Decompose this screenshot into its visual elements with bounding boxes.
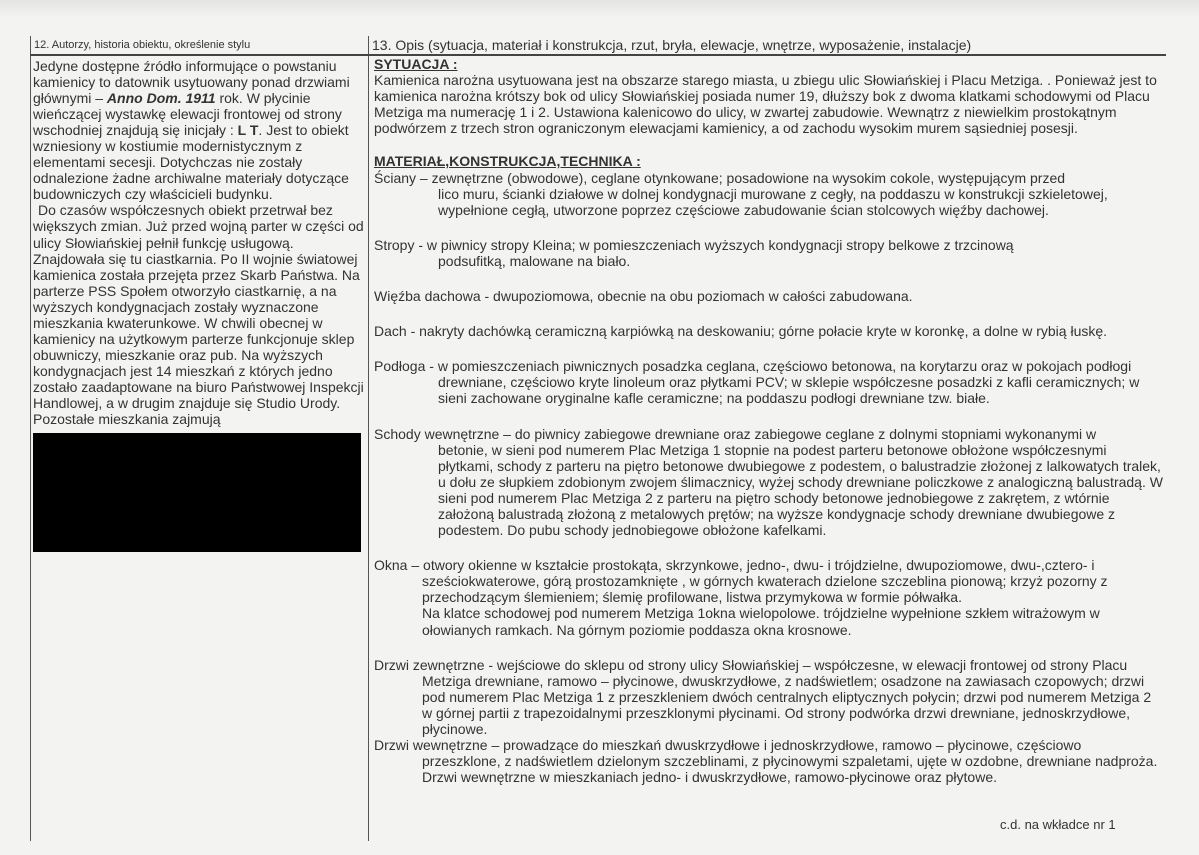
initials: L T <box>237 122 259 139</box>
drzwi-wew-cont: przeszklone, z nadświetlem dzielonym szczeblinami, z płycinowymi szpaletami, ujęte w ozdobne, drewniane nadproża. Drzwi wewnętrzne w mieszkaniach jedno- i dwuskrzydłowe, ramowo-płycinowe oraz płytowe. <box>422 753 1158 786</box>
okna-cont: sześciokwaterowe, górą prostozamknięte , w górnych kwaterach dzielone szczeblina pionową; krzyż pozorny z przechodzącym ślemieniem; ślemię profilowane, listwa przymykowa w formie półwałka. <box>422 573 1108 606</box>
section-12-header: 12. Autorzy, historia obiektu, określenie stylu <box>34 39 251 51</box>
stropy-first: Stropy - w piwnicy stropy Kleina; w pomieszczeniach wyższych kondygnacji stropy belkowe z trzcinową <box>374 236 1014 253</box>
material-heading: MATERIAŁ,KONSTRUKCJA,TECHNIKA : <box>374 153 641 170</box>
stropy-item <box>374 237 1164 269</box>
sytuacja-heading: SYTUACJA : <box>374 56 458 72</box>
schody-first: Schody wewnętrzne – do piwnicy zabiegowe drewniane oraz zabiegowe ceglane z dolnymi stopniami wykonanymi w <box>374 425 1097 442</box>
dach-item: Dach - nakryty dachówką ceramiczną karpiówką na deskowaniu; górne połacie kryte w koronkę, a dolne w rybią łuskę. <box>374 323 1108 340</box>
history-text: Jedyne dostępne źródło informujące o powstaniu kamienicy to datownik usytuowany ponad drzwiami głównymi – <box>33 58 350 107</box>
section-13-header: 13. Opis (sytuacja, materiał i konstrukcja, rzut, bryła, elewacje, wnętrze, wyposażenie, instalacje) <box>372 37 972 53</box>
okna-extra: Na klatce schodowej pod numerem Metziga 1okna wielopolowe. trójdzielne wypełnione szkłem witrażowym w ołowianych ramkach. Na górnym poziomie poddasza okna krosnowe. <box>422 605 1100 638</box>
schody-cont: betonie, w sieni pod numerem Plac Metziga 1 stopnie na podest parteru betonowe obłożone współczesnymi płytkami, schody z parteru na piętro betonowe dwubiegowe z podestem, o balustradzie złożonej z lalkowatych tralek, u dołu ze słupkiem zdobionym zwojem ślimacznicy, wyżej schody drewniane policzkowe z analogiczną balustradą. W sieni pod numerem Plac Metziga 2 z parteru na piętro schody betonowe jednobiegowe z zakrętem, z wtórnie założoną balustradą złożoną z metalowych prętów; na wyższe kondygnacje schody drewniane dwubiegowe z podestem. Do pubu schody jednobiegowe obłożone kafelkami. <box>438 441 1163 539</box>
sciany-item <box>374 170 1164 218</box>
drzwi-zew-first: Drzwi zewnętrzne - wejściowe do sklepu od strony ulicy Słowiańskiej – współczesne, w elewacji frontowej od strony Placu <box>374 656 1128 673</box>
drzwi-wew-first: Drzwi wewnętrzne – prowadzące do mieszkań dwuskrzydłowe i jednoskrzydłowe, ramowo – płycinowe, częściowo <box>374 737 1082 754</box>
okna-item <box>374 557 1164 637</box>
drzwi-wewnetrzne-item <box>374 737 1164 785</box>
date-inscription: Anno Dom. 1911 <box>106 90 216 107</box>
history-text: . Jest to obiekt wzniesiony w kostiumie modernistycznym z elementami secesji. Dotychczas nie zostały odnalezione żadne archiwalne materiały dotyczące budowniczych czy właścicieli budynku. <box>33 122 349 203</box>
history-column <box>33 58 365 427</box>
history-paragraph-1 <box>33 58 365 202</box>
sciany-cont: lico muru, ścianki działowe w dolnej kondygnacji murowane z cegły, na poddaszu w konstrukcji szkieletowej, wypełnione cegłą, utworzone poprzez częściowe zabudowanie ścian stolcowych więźby dachowej. <box>438 185 1108 218</box>
description-column <box>374 56 1164 785</box>
stropy-cont: podsufitką, malowane na biało. <box>438 252 631 269</box>
podloga-item <box>374 358 1164 406</box>
history-paragraph-2: Do czasów współczesnych obiekt przetrwał bez większych zmian. Już przed wojną parter w części od ulicy Słowiańskiej pełnił funkcję usługową. Znajdowała się tu ciastkarnia. Po II wojnie światowej kamienica została przejęta przez Skarb Państwa. Na parterze PSS Społem otworzyło ciastkarnię, a na wyższych kondygnacjach zostały wyznaczone mieszkania kwaterunkowe. W chwili obecnej w kamienicy na użytkowym parterze funkcjonuje sklep obuwniczy, mieszkanie oraz pub. Na wyższych kondygnacjach jest 14 mieszkań z których jedno zostało zaadaptowane na biuro Państwowej Inspekcji Handlowej, a w drugim znajduje się Studio Urody. Pozostałe mieszkania zajmują <box>33 202 364 428</box>
okna-first: Okna – otwory okienne w kształcie prostokąta, skrzynkowe, jedno-, dwu- i trójdzielne, dwupoziomowe, dwu-,cztero- i <box>374 557 1095 574</box>
podloga-first: Podłoga - w pomieszczeniach piwnicznych posadzka ceglana, częściowo betonowa, na korytarzu oraz w pokojach podłogi <box>374 358 1132 375</box>
schody-item <box>374 426 1164 539</box>
page-edge <box>0 0 1199 18</box>
frame-border <box>30 36 31 841</box>
redaction-block <box>33 433 361 552</box>
drzwi-zewnetrzne-item <box>374 657 1164 737</box>
wiezba-item: Więźba dachowa - dwupoziomowa, obecnie na obu poziomach w całości zabudowana. <box>374 288 913 305</box>
column-divider <box>368 36 369 841</box>
sciany-first: Ściany – zewnętrzne (obwodowe), ceglane otynkowane; posadowione na wysokim cokole, występującym przed <box>374 169 1066 186</box>
history-text: rok. W płycinie wieńczącej wystawkę elewacji frontowej od strony wschodniej znajdują się inicjały : <box>33 90 342 139</box>
podloga-cont: drewniane, częściowo kryte linoleum oraz płytkami PCV; w sklepie współczesne posadzki z kafli ceramicznych; w sieni zachowane oryginalne kafle ceramiczne; na poddaszu podłogi drewniane tzw. białe. <box>438 374 1140 407</box>
sytuacja-text: Kamienica narożna usytuowana jest na obszarze starego miasta, u zbiegu ulic Słowiańskiej i Placu Metziga. . Ponieważ jest to kamienica narożna krótszy bok od ulicy Słowiańskiej posiada numer 19, dłuższy bok z dwoma klatkami schodowymi od Placu Metziga ma numerację 1 i 2. Ustawiona kalenicowo do ulicy, w zwartej zabudowie. Wewnątrz z niewielkim prostokątnym podwórzem z trzech stron ograniczonym elewacjami kamienicy, a od zachodu wysokim murem sąsiedniej posesji. <box>374 72 1157 137</box>
drzwi-zew-cont: Metziga drewniane, ramowo – płycinowe, dwuskrzydłowe, z nadświetlem; osadzone na zawiasach czopowych; drzwi pod numerem Plac Metziga 1 z przeszkleniem dwóch centralnych eliptycznych połycin; drzwi pod numerem Metziga 2 w górnej partii z trapezoidalnymi przeszklonymi płycinami. Od strony podwórka drzwi drewniane, jednoskrzydłowe, płycinowe. <box>422 672 1152 737</box>
continuation-note: c.d. na wkładce nr 1 <box>1000 817 1116 832</box>
